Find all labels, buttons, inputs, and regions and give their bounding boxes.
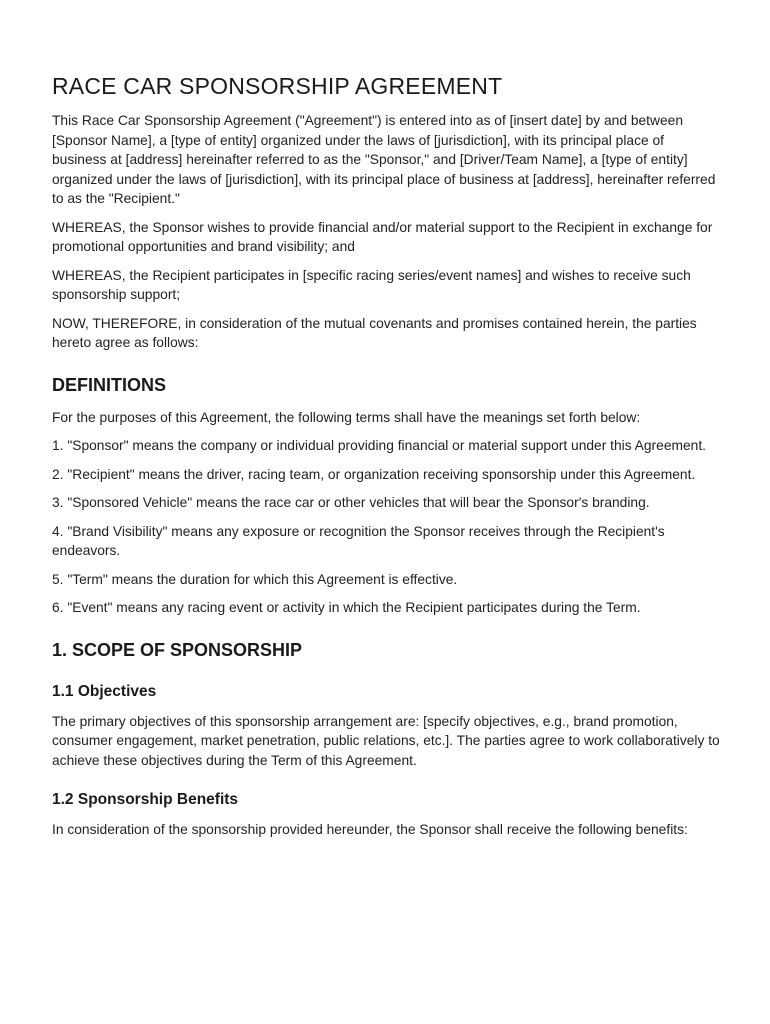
definition-item: 4. "Brand Visibility" means any exposure or recognition the Sponsor receives through the Recipient's endeavors.	[52, 523, 665, 558]
intro-paragraph-whereas-sponsor: WHEREAS, the Sponsor wishes to provide financial and/or material support to the Recipient in exchange for promotional opportunities and brand visibility; and	[52, 219, 713, 254]
definition-item: 5. "Term" means the duration for which this Agreement is effective.	[52, 571, 458, 587]
benefits-text: In consideration of the sponsorship provided hereunder, the Sponsor shall receive the following benefits:	[52, 822, 688, 837]
definition-item: 1. "Sponsor" means the company or individual providing financial or material support under this Agreement.	[52, 438, 707, 453]
objectives-text: The primary objectives of this sponsorship arrangement are: [specify objectives, e.g., brand promotion, consumer engagement, market penetration, public relations, etc.]. The parties agree to work collaboratively to achieve these objectives during the Term of this Agreement.	[52, 713, 720, 768]
intro-paragraph-now-therefore: NOW, THEREFORE, in consideration of the mutual covenants and promises contained herein, the parties hereto agree as follows:	[52, 315, 697, 350]
definitions-heading: DEFINITIONS	[52, 374, 167, 395]
intro-paragraph-parties: This Race Car Sponsorship Agreement ("Agreement") is entered into as of [insert date] by and between [Sponsor Name], a [type of entity] organized under the laws of [jurisdiction], with its principal place of business at [address] hereinafter referred to as the "Sponsor," and [Driver/Team Name], a [type of entity] organized under the laws of [jurisdiction], with its principal place of business at [address], hereinafter referred to as the "Recipient."	[52, 113, 716, 206]
document-title: RACE CAR SPONSORSHIP AGREEMENT	[52, 73, 503, 99]
definitions-lead: For the purposes of this Agreement, the following terms shall have the meanings set forth below:	[52, 409, 641, 425]
intro-paragraph-whereas-recipient: WHEREAS, the Recipient participates in [specific racing series/event names] and wishes to receive such sponsorship support;	[52, 267, 691, 302]
definition-item: 3. "Sponsored Vehicle" means the race car or other vehicles that will bear the Sponsor's branding.	[52, 495, 650, 510]
scope-heading: 1. SCOPE OF SPONSORSHIP	[52, 639, 303, 660]
definition-item: 6. "Event" means any racing event or activity in which the Recipient participates during the Term.	[52, 600, 641, 615]
objectives-heading: 1.1 Objectives	[52, 682, 157, 700]
definition-item: 2. "Recipient" means the driver, racing team, or organization receiving sponsorship under this Agreement.	[52, 466, 696, 482]
benefits-heading: 1.2 Sponsorship Benefits	[52, 791, 239, 808]
